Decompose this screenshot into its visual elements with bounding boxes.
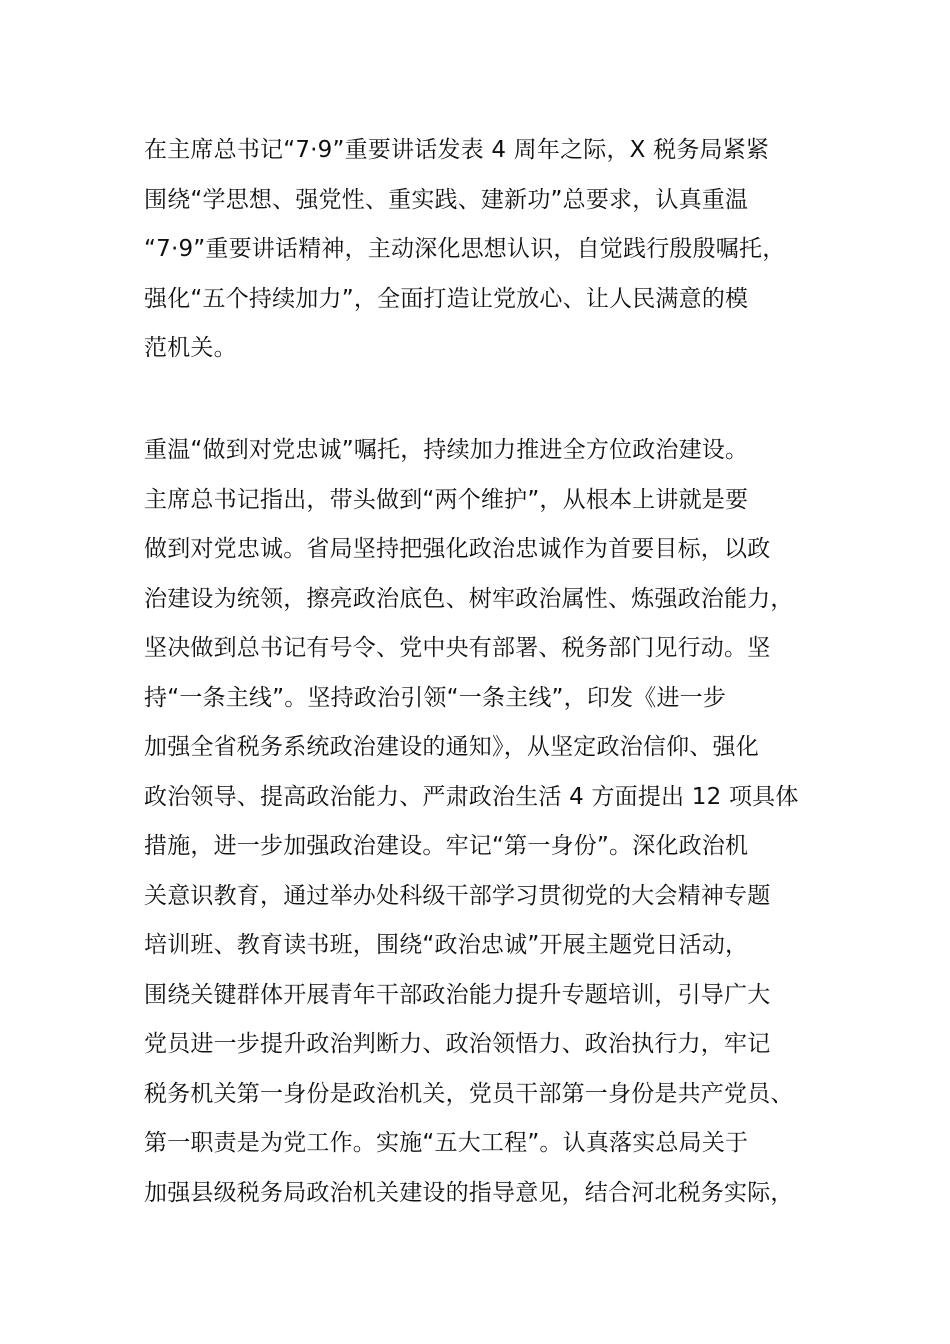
text-line: 坚决做到总书记有号令、党中央有部署、税务部门见行动。坚 [144,635,771,661]
text-line: 党员进一步提升政治判断力、政治领悟力、政治执行力，牢记 [144,1031,771,1057]
text-line: 治建设为统领，擦亮政治底色、树牢政治属性、炼强政治能力， [144,585,794,612]
text-line: 培训班、教育读书班，围绕“政治忠诚”开展主题党日活动， [144,932,749,958]
text-line: 关意识教育，通过举办处科级干部学习贯彻党的大会精神专题 [144,882,771,909]
text-line: 加强全省税务系统政治建设的通知》，从坚定政治信仰、强化 [144,734,759,760]
text-line: 主席总书记指出，带头做到“两个维护”，从根本上讲就是要 [144,486,749,513]
text-line: 措施，进一步加强政治建设。牢记“第一身份”。深化政治机 [144,833,749,859]
paragraph-intro [144,126,844,374]
text-line: 围绕关键群体开展青年干部政治能力提升专题培训，引导广大 [144,981,771,1008]
text-line: 范机关。 [144,335,237,361]
text-line: 做到对党忠诚。省局坚持把强化政治忠诚作为首要目标，以政 [144,536,771,562]
text-line: 政治领导、提高政治能力、严肃政治生活 4 方面提出 12 项具体 [144,783,799,810]
text-line: 持“一条主线”。坚持政治引领“一条主线”，印发《进一步 [144,684,727,711]
text-line: 围绕“学思想、强党性、重实践、建新功”总要求，认真重温 [144,186,749,213]
text-line: “7·9”重要讲话精神，主动深化思想认识，自觉践行殷殷嘱托， [144,236,786,262]
text-line: 在主席总书记“7·9”重要讲话发表 4 周年之际，X 税务局紧紧 [144,137,770,163]
text-line: 加强县级税务局政治机关建设的指导意见，结合河北税务实际， [144,1179,794,1206]
text-line: 第一职责是为党工作。实施“五大工程”。认真落实总局关于 [144,1130,749,1156]
text-line: 税务机关第一身份是政治机关，党员干部第一身份是共产党员、 [144,1080,794,1107]
text-line: 强化“五个持续加力”，全面打造让党放心、让人民满意的模 [144,285,749,312]
text-line: 重温“做到对党忠诚”嘱托，持续加力推进全方位政治建设。 [144,437,749,463]
paragraph-political-loyalty [144,426,844,1218]
